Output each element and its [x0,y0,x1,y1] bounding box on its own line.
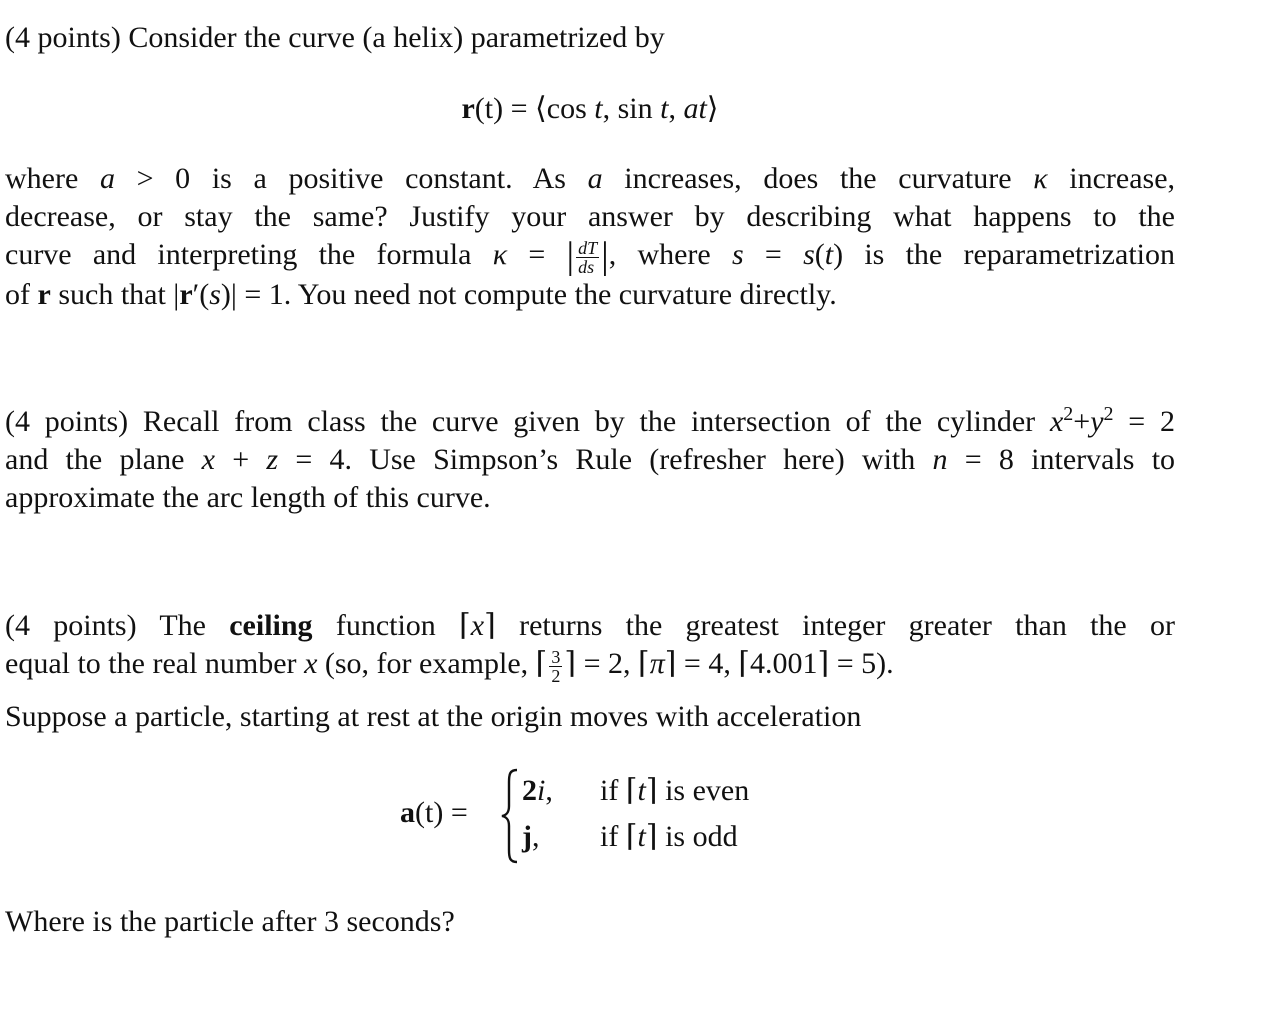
text-start: curve and interpreting the formula [5,238,472,271]
cond-1-end: ⌉ is even [645,774,750,807]
var-a: a [99,162,115,195]
case-2-j: j [522,820,532,853]
var-y: y [1090,405,1104,438]
var-s: s [209,277,221,311]
text-rest: increases, does the curvature [624,162,1012,195]
eq-sep: , [668,92,684,125]
problem-2-points: (4 points) [5,405,129,438]
case-1-num: 2 [522,774,537,807]
cond-1-if: if ⌈ [600,774,638,807]
acceleration-piecewise [400,768,900,868]
eq-close: ⟩ [706,92,719,125]
var-x: x [201,443,215,476]
case-1-i: i [537,774,546,807]
text-lhs-arg: (t) = [415,796,468,829]
problem-3-points: (4 points) [5,609,137,642]
frac-den: 2 [551,665,561,686]
exp-2: 2 [1103,403,1114,425]
dT-ds-fraction [576,239,599,276]
text-start: equal to the real number [5,647,297,680]
text-mid: (so, for example, ⌈ [324,647,548,680]
question-text: Where is the particle after 3 seconds? [5,905,455,938]
text-mid: function ⌈ [335,609,471,642]
text-the: The [159,609,206,642]
var-t: t [824,238,834,271]
cond-1-t: t [637,774,646,807]
text-mid: such that | [58,277,180,311]
text-eq-end: = 2 [1113,405,1176,438]
text-mid: = 4. Use Simpson’s Rule (refresher here) with [278,443,916,476]
abs-bar-left: | [566,235,575,277]
cond-2-t: t [637,820,646,853]
text-end: )| = 1. You need not compute the curvature directly. [220,277,837,311]
eq-r-vector: r [461,92,475,125]
cond-2-if: if ⌈ [600,820,638,853]
var-pi: π [649,647,665,680]
var-r: r [37,277,51,311]
text-of: of [5,277,30,311]
var-kappa: κ [1033,162,1048,195]
problem-2-line-3: approximate the arc length of this curve. [5,481,491,514]
var-a-vector: a [400,796,415,829]
problem-2-line-2 [5,441,1175,479]
text-eq: = [507,238,567,271]
text-end: ⌉ = 4, ⌈4.001⌉ = 5). [664,647,894,680]
case-2-comma: , [532,820,540,853]
var-x: x [304,647,318,680]
text-eq2: = [743,238,804,271]
problem-1-line-2: decrease, or stay the same? Justify your answer by describing what happens to the [5,200,1175,233]
var-n: n [932,443,948,476]
problem-1-intro-text: Consider the curve (a helix) parametrized by [128,21,665,54]
problem-3-line-3: Suppose a particle, starting at rest at the origin moves with acceleration [5,700,862,733]
problem-1-points: (4 points) [5,21,121,54]
var-x: x [470,609,485,642]
left-brace-icon [500,768,520,864]
problem-3-line-1 [5,607,1175,645]
text-where: where [5,162,79,195]
text-line1: Recall from class the curve given by the intersection of the cylinder [142,405,1036,438]
text-end: = 8 intervals to [947,443,1176,476]
var-z: z [266,443,279,476]
text-paren: ( [814,238,825,271]
eq-t2: t [660,92,669,125]
eq-sin: , sin [602,92,661,125]
problem-3-question [5,903,1175,941]
case-1-condition [600,772,749,810]
text-end: ⌉ returns the greatest integer greater than the or [484,609,1176,642]
text-plus: + [1073,405,1091,438]
problem-1-body [5,160,1175,314]
eq-lhs-arg: (t) = ⟨ [474,92,547,125]
problem-1-intro [5,19,1175,57]
problem-3 [5,607,1175,685]
abs-bar-right: | [601,235,609,277]
case-2-condition [600,818,738,856]
var-a: a [587,162,603,195]
problem-1-line-1 [5,160,1175,198]
accel-lhs [400,794,468,832]
eq-at: at [683,92,707,125]
text-plus: + [214,443,267,476]
text-after: , where [608,238,711,271]
case-1-value [522,772,553,810]
frac-den: ds [578,256,595,277]
exp-2: 2 [1063,403,1074,425]
text-mid2: ⌉ = 2, ⌈ [564,647,650,680]
problem-1-line-4 [5,276,1175,314]
frac-num: dT [578,237,598,258]
text-ceiling: ceiling [229,609,313,642]
case-1-comma: , [545,774,553,807]
text-start: and the plane [5,443,185,476]
var-kappa: κ [492,238,508,271]
text-prime: ′( [192,277,210,311]
eq-t1: t [594,92,603,125]
var-s: s [803,238,815,271]
three-halves-fraction [549,648,562,685]
cond-2-end: ⌉ is odd [645,820,738,853]
helix-equation [5,90,1175,128]
text-end: ) is the reparametrization [833,238,1175,271]
case-2-value [522,818,540,856]
var-s: s [731,238,744,271]
problem-3-line-2 [5,645,1175,685]
eq-cos: cos [546,92,595,125]
problem-2-line-1 [5,403,1175,441]
frac-num: 3 [551,646,561,667]
text-gt: > 0 is a positive constant. As [136,162,566,195]
text-end: increase, [1069,162,1176,195]
var-x: x [1049,405,1064,438]
var-r: r [179,277,193,311]
problem-2 [5,403,1175,517]
problem-1-line-3 [5,236,1175,276]
problem-3-setup [5,698,1175,736]
